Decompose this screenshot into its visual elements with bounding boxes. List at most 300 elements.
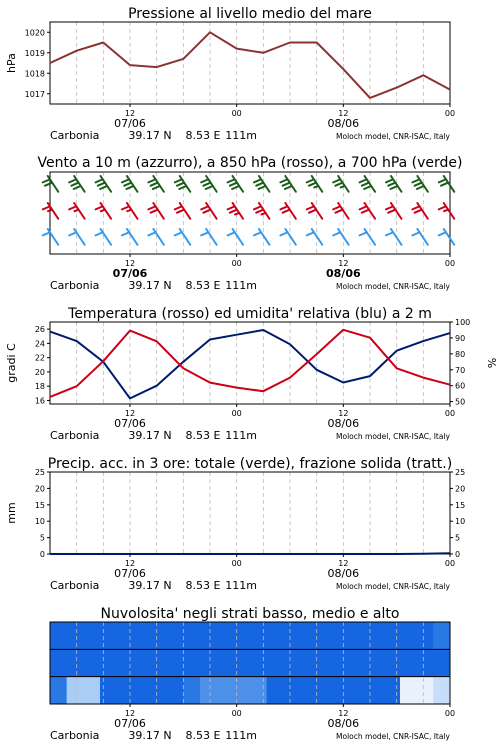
y2-tick-label: 15 <box>455 500 466 510</box>
barb-flag <box>151 183 158 186</box>
barb-flag <box>175 232 182 235</box>
model-credit: Moloch model, CNR-ISAC, Italy <box>336 582 450 591</box>
y-tick-label: 10 <box>34 517 45 527</box>
x-tick-label: 00 <box>444 559 456 568</box>
barb-flag <box>96 232 103 235</box>
station-lon: 8.53 E <box>185 729 221 742</box>
barb-flag <box>203 183 210 186</box>
barb-flag <box>333 179 340 182</box>
barb-flag <box>69 206 76 209</box>
wind-barb <box>307 203 322 219</box>
cloud-cell <box>100 622 117 649</box>
barb-flag <box>258 186 265 189</box>
barb-flag <box>126 186 133 189</box>
chart-title: Temperatura (rosso) ed umidita' relativa (blu) a 2 m <box>68 306 432 322</box>
station-lat: 39.17 N <box>128 279 172 292</box>
barb-flag <box>283 183 290 186</box>
x-tick-label: 12 <box>338 409 349 418</box>
barb-flag <box>362 183 369 186</box>
cloud-cell <box>383 677 400 704</box>
barb-flag <box>307 232 314 235</box>
wind-barb <box>254 176 269 192</box>
y2-tick-label: 60 <box>455 381 466 391</box>
wind-barb <box>43 203 58 219</box>
x-tick-label: 00 <box>444 259 456 268</box>
cloud-cell <box>217 622 234 649</box>
barb-flag <box>177 183 184 186</box>
station-lon: 8.53 E <box>185 129 221 142</box>
barb-flag <box>388 183 395 186</box>
barb-flag <box>153 186 160 189</box>
cloud-cell <box>367 677 384 704</box>
y-tick-label: 0 <box>39 550 45 559</box>
barb-flag <box>309 183 316 186</box>
station-lat: 39.17 N <box>128 429 172 442</box>
cloud-cell <box>367 622 384 649</box>
cloud-cell <box>117 677 134 704</box>
barb-staff <box>444 229 455 245</box>
barb-flag <box>360 206 367 209</box>
date-label: 08/06 <box>327 567 360 580</box>
barb-flag <box>415 183 422 186</box>
x-tick-label: 00 <box>444 409 456 418</box>
y-tick-label: 20 <box>34 367 45 377</box>
y2-tick-label: 50 <box>455 397 466 407</box>
cloud-cell <box>50 677 67 704</box>
station-alt: 111m <box>225 579 257 592</box>
cloud-cell <box>267 677 284 704</box>
station-name: Carbonia <box>50 429 100 442</box>
barb-staff <box>127 229 138 245</box>
barb-flag <box>254 179 261 182</box>
cloud-cell <box>183 622 200 649</box>
station-name: Carbonia <box>50 129 100 142</box>
station-alt: 111m <box>225 129 257 142</box>
wind-barb <box>175 229 190 245</box>
wind-barb <box>254 229 269 245</box>
cloud-cell <box>200 622 217 649</box>
wind-barb <box>148 176 163 192</box>
barb-flag <box>45 183 52 186</box>
y2-tick-label: 10 <box>455 517 466 527</box>
barb-flag <box>96 179 103 182</box>
y2-tick-label: 20 <box>455 484 466 494</box>
x-tick-label: 00 <box>231 259 242 268</box>
x-tick-label: 00 <box>231 109 242 118</box>
cloud-cell <box>100 677 117 704</box>
barb-staff <box>417 229 428 245</box>
station-alt: 111m <box>225 429 257 442</box>
cloud-cell <box>317 649 334 676</box>
wind-barb <box>333 176 348 192</box>
y-tick-label: 18 <box>34 382 45 392</box>
cloud-cell <box>433 622 450 649</box>
wind-barb <box>201 176 216 192</box>
date-label: 07/06 <box>114 417 146 430</box>
cloud-cell <box>50 649 67 676</box>
model-credit: Moloch model, CNR-ISAC, Italy <box>336 282 450 291</box>
date-label: 08/06 <box>327 717 360 730</box>
cloud-cell <box>333 649 350 676</box>
barb-half-flag <box>444 210 448 212</box>
cloud-cell <box>283 677 300 704</box>
cloud-cell <box>367 649 384 676</box>
cloud-cell <box>250 622 267 649</box>
wind-barb <box>43 176 58 192</box>
cloud-cell <box>183 649 200 676</box>
cloud-cell <box>433 649 450 676</box>
cloud-cell <box>267 622 284 649</box>
barb-staff <box>285 229 296 245</box>
humidity-line <box>50 330 450 398</box>
chart-title: Precip. acc. in 3 ore: totale (verde), frazione solida (tratt.) <box>47 456 453 472</box>
cloud-cell <box>217 649 234 676</box>
cloud-cell <box>133 622 150 649</box>
barb-flag <box>412 232 419 235</box>
cloud-cell <box>400 649 417 676</box>
barb-flag <box>232 186 239 189</box>
barb-staff <box>259 229 270 245</box>
x-tick-label: 00 <box>231 409 242 418</box>
station-lon: 8.53 E <box>185 579 221 592</box>
barb-flag <box>309 210 316 213</box>
cloud-cell <box>233 649 250 676</box>
wind-barb <box>148 203 163 219</box>
wind-barb <box>307 229 322 245</box>
y-tick-label: 1019 <box>24 48 45 58</box>
model-credit: Moloch model, CNR-ISAC, Italy <box>336 432 450 441</box>
barb-flag <box>439 232 446 235</box>
cloud-cell <box>67 649 84 676</box>
barb-flag <box>412 179 419 182</box>
cloud-cell <box>233 677 250 704</box>
wind-barb <box>307 176 322 192</box>
x-tick-label: 12 <box>338 259 349 268</box>
barb-flag <box>43 179 50 182</box>
wind-barb <box>280 203 295 219</box>
barb-flag <box>386 232 393 235</box>
wind-barb <box>360 229 375 245</box>
barb-flag <box>69 179 76 182</box>
barb-flag <box>415 210 422 213</box>
cloud-cell <box>317 622 334 649</box>
cloud-cell <box>333 677 350 704</box>
barb-staff <box>74 229 85 245</box>
barb-flag <box>280 206 287 209</box>
cloud-cell <box>150 622 167 649</box>
station-alt: 111m <box>225 279 257 292</box>
wind-barb <box>228 176 243 192</box>
barb-flag <box>388 210 395 213</box>
station-lon: 8.53 E <box>185 429 221 442</box>
barb-half-flag <box>261 213 265 215</box>
barb-half-flag <box>127 210 131 212</box>
cloud-cell <box>400 677 417 704</box>
barb-staff <box>153 229 164 245</box>
y-tick-label: 22 <box>34 353 45 363</box>
cloud-cell <box>67 622 84 649</box>
barb-flag <box>335 210 342 213</box>
cloud-cell <box>300 622 317 649</box>
y-tick-label: 25 <box>34 468 45 477</box>
barb-flag <box>124 183 131 186</box>
barb-flag <box>175 179 182 182</box>
barb-flag <box>335 183 342 186</box>
plot-frame-precip <box>50 472 450 554</box>
barb-flag <box>439 179 446 182</box>
date-label: 07/06 <box>114 117 146 130</box>
x-tick-label: 00 <box>444 709 456 718</box>
date-label: 07/06 <box>114 717 146 730</box>
cloud-cell <box>217 677 234 704</box>
barb-flag <box>98 183 105 186</box>
barb-flag <box>254 232 261 235</box>
cloud-cell <box>133 677 150 704</box>
barb-flag <box>148 179 155 182</box>
cloud-cell <box>383 649 400 676</box>
wind-barb <box>439 229 454 245</box>
x-tick-label: 12 <box>124 559 136 568</box>
barb-half-flag <box>235 213 239 215</box>
station-name: Carbonia <box>50 579 100 592</box>
cloud-cell <box>433 677 450 704</box>
barb-flag <box>122 232 129 235</box>
barb-flag <box>333 206 340 209</box>
station-name: Carbonia <box>50 729 100 742</box>
wind-barb <box>439 176 454 192</box>
barb-staff <box>206 229 217 245</box>
cloud-cell <box>417 677 434 704</box>
cloud-cell <box>67 677 84 704</box>
cloud-cell <box>83 677 100 704</box>
wind-barb <box>360 203 375 219</box>
barb-half-flag <box>101 210 105 212</box>
cloud-cell <box>167 677 184 704</box>
wind-barb <box>175 203 190 219</box>
x-tick-label: 00 <box>444 109 456 118</box>
cloud-cell <box>167 622 184 649</box>
cloud-cell <box>183 677 200 704</box>
wind-barb <box>412 203 427 219</box>
wind-barb <box>412 229 427 245</box>
cloud-cell <box>233 622 250 649</box>
y-tick-label: 1020 <box>24 28 45 38</box>
barb-half-flag <box>341 186 345 188</box>
barb-flag <box>230 183 237 186</box>
y-axis-label: mm <box>5 502 18 524</box>
cloud-cell <box>200 649 217 676</box>
y-tick-label: 20 <box>34 484 45 494</box>
y-tick-label: 26 <box>34 325 45 335</box>
y-tick-label: 16 <box>34 396 45 406</box>
barb-flag <box>179 186 186 189</box>
barb-flag <box>230 210 237 213</box>
cloud-cell <box>350 622 367 649</box>
barb-flag <box>96 206 103 209</box>
y2-tick-label: 25 <box>455 468 466 477</box>
wind-barb <box>228 203 243 219</box>
barb-flag <box>100 186 107 189</box>
wind-barb <box>439 203 454 219</box>
y2-tick-label: 70 <box>455 365 466 375</box>
cloud-cell <box>133 649 150 676</box>
barb-half-flag <box>74 210 78 212</box>
barb-flag <box>228 206 235 209</box>
wind-barb <box>280 176 295 192</box>
x-tick-label: 12 <box>124 109 136 118</box>
barb-flag <box>69 232 76 235</box>
barb-flag <box>254 206 261 209</box>
chart-title: Pressione al livello medio del mare <box>128 6 372 22</box>
barb-flag <box>256 183 263 186</box>
barb-flag <box>439 206 446 209</box>
wind-barb <box>280 229 295 245</box>
chart-title: Vento a 10 m (azzurro), a 850 hPa (rosso), a 700 hPa (verde) <box>37 155 463 171</box>
station-name: Carbonia <box>50 279 100 292</box>
barb-flag <box>280 232 287 235</box>
cloud-cell <box>117 649 134 676</box>
y2-axis-label: % <box>485 357 498 369</box>
x-tick-label: 12 <box>338 559 349 568</box>
barb-staff <box>391 229 402 245</box>
barb-flag <box>201 232 208 235</box>
wind-barb <box>254 203 269 219</box>
barb-flag <box>203 210 210 213</box>
cloud-cell <box>50 622 67 649</box>
cloud-cell <box>167 649 184 676</box>
x-tick-label: 12 <box>124 409 136 418</box>
date-label: 08/06 <box>326 267 361 280</box>
y2-tick-label: 100 <box>455 318 471 327</box>
model-credit: Moloch model, CNR-ISAC, Italy <box>336 732 450 741</box>
barb-flag <box>201 179 208 182</box>
y-tick-label: 5 <box>39 533 45 543</box>
barb-flag <box>386 206 393 209</box>
y-axis-label: hPa <box>5 53 18 73</box>
cloud-cell <box>150 677 167 704</box>
station-lat: 39.17 N <box>128 729 172 742</box>
y-tick-label: 15 <box>34 500 45 510</box>
cloud-cell <box>150 649 167 676</box>
cloud-cell <box>400 622 417 649</box>
date-label: 08/06 <box>327 117 360 130</box>
station-lat: 39.17 N <box>128 579 172 592</box>
barb-flag <box>285 186 292 189</box>
barb-flag <box>307 206 314 209</box>
barb-flag <box>175 206 182 209</box>
station-lat: 39.17 N <box>128 129 172 142</box>
barb-flag <box>43 232 50 235</box>
wind-barb <box>175 176 190 192</box>
date-label: 07/06 <box>114 567 146 580</box>
cloud-cell <box>417 622 434 649</box>
cloud-cell <box>100 649 117 676</box>
barb-staff <box>48 229 59 245</box>
barb-flag <box>122 206 129 209</box>
y-tick-label: 1018 <box>24 69 45 79</box>
barb-flag <box>74 186 81 189</box>
cloud-cell <box>283 622 300 649</box>
y2-tick-label: 90 <box>455 333 466 343</box>
cloud-cell <box>317 677 334 704</box>
barb-flag <box>206 186 213 189</box>
wind-barb <box>201 203 216 219</box>
y2-tick-label: 5 <box>455 533 461 543</box>
cloud-cell <box>383 622 400 649</box>
barb-half-flag <box>314 186 318 188</box>
wind-barb <box>386 229 401 245</box>
y-tick-label: 24 <box>34 339 45 349</box>
cloud-cell <box>300 677 317 704</box>
y-axis-label: gradi C <box>5 343 18 383</box>
x-tick-label: 12 <box>338 709 349 718</box>
wind-barb <box>148 229 163 245</box>
barb-flag <box>412 206 419 209</box>
wind-barb <box>43 229 58 245</box>
barb-flag <box>386 179 393 182</box>
barb-flag <box>256 210 263 213</box>
wind-barb <box>201 229 216 245</box>
wind-barb <box>360 176 375 192</box>
barb-flag <box>71 183 78 186</box>
cloud-cell <box>83 622 100 649</box>
wind-barb <box>412 176 427 192</box>
barb-flag <box>360 232 367 235</box>
cloud-cell <box>350 677 367 704</box>
barb-flag <box>148 206 155 209</box>
barb-flag <box>441 183 448 186</box>
barb-staff <box>233 229 244 245</box>
x-tick-label: 12 <box>124 259 136 268</box>
cloud-cell <box>117 622 134 649</box>
pressure-line <box>50 32 450 98</box>
barb-flag <box>201 206 208 209</box>
cloud-cell <box>350 649 367 676</box>
wind-barb <box>333 229 348 245</box>
barb-flag <box>283 210 290 213</box>
wind-barb <box>386 176 401 192</box>
cloud-cell <box>250 677 267 704</box>
precip-line <box>50 553 450 554</box>
cloud-cell <box>250 649 267 676</box>
cloud-cell <box>200 677 217 704</box>
barb-flag <box>362 210 369 213</box>
cloud-cell <box>417 649 434 676</box>
barb-flag <box>177 210 184 213</box>
barb-flag <box>307 179 314 182</box>
barb-half-flag <box>48 210 52 212</box>
y-tick-label: 1017 <box>24 89 45 99</box>
barb-flag <box>228 232 235 235</box>
y2-tick-label: 80 <box>455 349 466 359</box>
wind-barb <box>386 203 401 219</box>
barb-flag <box>43 206 50 209</box>
temperature-line <box>50 330 450 397</box>
plot-frame-pressure <box>50 22 450 104</box>
cloud-cell <box>283 649 300 676</box>
wind-barb <box>333 203 348 219</box>
barb-flag <box>417 186 424 189</box>
barb-staff <box>180 229 191 245</box>
date-label: 07/06 <box>112 267 148 280</box>
wind-barb <box>228 229 243 245</box>
cloud-cell <box>83 649 100 676</box>
cloud-cell <box>267 649 284 676</box>
plot-frame-temp <box>50 322 450 404</box>
chart-title: Nuvolosita' negli strati basso, medio e alto <box>100 606 400 622</box>
barb-flag <box>122 179 129 182</box>
cloud-cell <box>333 622 350 649</box>
